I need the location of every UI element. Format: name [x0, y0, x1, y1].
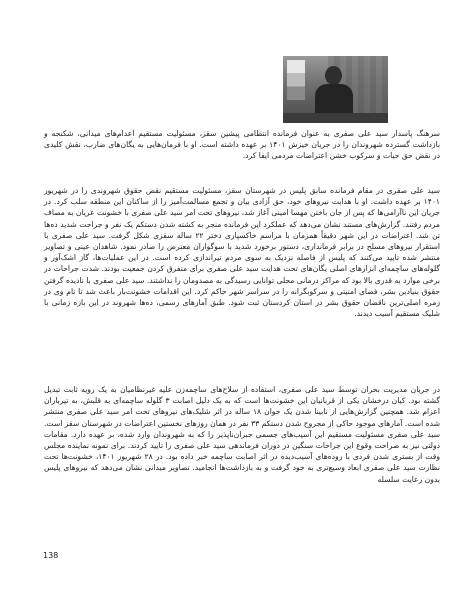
paragraph-body: [44, 185, 440, 319]
paragraph-text: سید علی صفری در مقام فرمانده سابق پلیس در شهرستان سقز، مسئولیت مستقیم نقض حقوق شهروندی را در شهریور ۱۴۰۱ بر عهده داشت. او با هدایت نیروهای خود، حق آزادی بیان و تجمع مسالمت‌آمیز را از ساکنان این منطقه سلب کرد. در جریان این ناآرامی‌ها که پس از جان باختن مهسا امینی آغاز شد، نیروهای تحت امر سید علی صفری با خشونت عریان به مصاف مردم رفتند. گزارش‌های مستند نشان می‌دهد که عملکرد این فرمانده منجر به کشته شدن دستکم یک نفر و جراحت شدید ده‌ها تن شد. اعتراضات در این شهر دقیقاً همزمان با مراسم خاکسپاری دختر ۲۲ ساله سقزی شکل گرفت. سید علی صفری با استقرار نیروهای مسلح در برابر فرمانداری، دستور برخورد شدید با سوگواران معترض را صادر نمود. شاهدان عینی و تصاویر منتشر شده تایید می‌کنند که پلیس از فاصله نزدیک به سوی مردم تیراندازی کرده است. در این عملیات‌ها، گاز اشک‌آور و گلوله‌های ساچمه‌ای ابزارهای اصلی یگان‌های تحت هدایت سید علی صفری برای متفرق کردن جمعیت بودند. شدت جراحات در برخی موارد به قدری بالا بود که مراکز درمانی محلی توانایی رسیدگی به مصدومان را نداشتند. سید علی صفری با نادیده گرفتن حقوق بنیادین بشر، فضای امنیتی و سرکوبگرانه را در سراسر شهر حاکم کرد. این اقدامات خشونت‌بار باعث شد تا نام وی در زمره اصلی‌ترین ناقضان حقوق بشر در استان کردستان ثبت شود. طبق آمارهای رسمی، ده‌ها شهروند در این بازه زمانی با شلیک مستقیم آسیب دیدند.: [44, 186, 440, 319]
page-number: 138: [43, 551, 59, 560]
paragraph-text: سرهنگ پاسدار سید علی صفری به عنوان فرمانده انتظامی پیشین سقز، مسئولیت مستقیم اعدام‌های میدانی، شکنجه و بازداشت گسترده شهروندان را در جریان خیزش ۱۴۰۱ بر عهده داشته است. او با فرمان‌هایی به یگان‌های ضارب، نقش کلیدی در نقض حق حیات و سرکوب خشن اعتراضات مردمی ایفا کرد.: [44, 129, 440, 161]
desk: [283, 113, 388, 123]
paragraph-intro: [44, 128, 440, 162]
flag-icon: [287, 60, 305, 100]
paragraph-continued: [44, 384, 440, 485]
officer-portrait-photo: [283, 56, 388, 123]
person-head: [325, 66, 342, 85]
paragraph-text: در جریان مدیریت بحران توسط سید علی صفری، استفاده از سلاح‌های ساچمه‌زن علیه غیرنظامیان به یک رویه ثابت تبدیل گشته بود. کیان درخشان یکی از قربانیان این خشونت‌ها است که به یک دلیل اصابت ۳ گلوله ساچمه‌ای به قلبش، به تیرباران اعزام شد. همچنین گزارش‌هایی از نابینا شدن یک جوان ۱۸ ساله در اثر شلیک‌های نیروهای تحت امر سید علی صفری منتشر شده است. آمارهای موجود حاکی از مجروح شدن دستکم ۳۳ نفر در همان روزهای نخستین اعتراضات در شهرستان سقز است. سید علی صفری مسئولیت مستقیم این آسیب‌های جسمی جبران‌ناپذیر را که به شهروندان وارد شده، بر عهده دارد. مقامات دولتی نیز به صراحت وقوع این جراحات سنگین در دوران فرماندهی سید علی صفری را تایید کردند. برای نمونه نماینده مجلس وقت از بستری شدن فردی با روده‌های آسیب‌دیده در اثر اصابت ساچمه خبر داده بود. در ۲۸ شهریور ۱۴۰۱، خشونت‌ها تحت نظارت سید علی صفری ابعاد وسیع‌تری به خود گرفت و به بازداشت‌ها انجامید. تصاویر میدانی نشان می‌دهد که نیروهای پلیس بدون رعایت سلسله: [44, 385, 441, 484]
